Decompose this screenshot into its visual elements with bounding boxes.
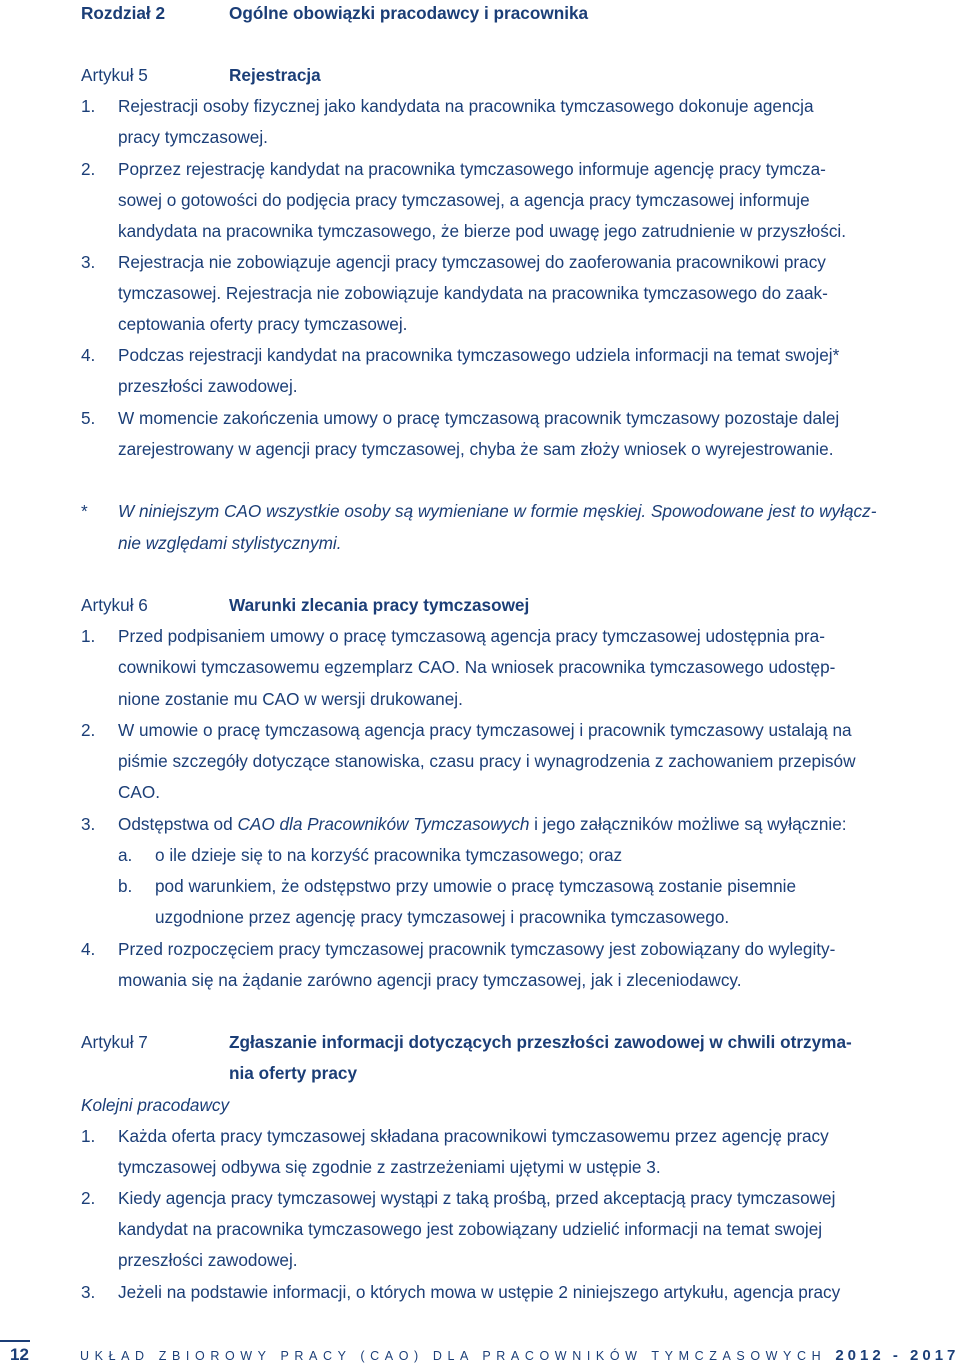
art7-p3-line: Jeżeli na podstawie informacji, o których mowa w ustępie 2 niniejszego artykułu, agencja pracy xyxy=(118,1282,841,1302)
art6-p3-line xyxy=(118,813,847,835)
art6-p2-line: CAO. xyxy=(118,782,161,802)
chapter-title: Ogólne obowiązki pracodawcy i pracownika xyxy=(229,3,589,23)
art5-p2-line: kandydata na pracownika tymczasowego, że bierze pod uwagę jego zatrudnienie w przyszłości. xyxy=(118,221,847,241)
footer-years: 2012 - 2017 xyxy=(835,1347,960,1364)
article-7-title: Zgłaszanie informacji dotyczących przeszłości zawodowej w chwili otrzyma- xyxy=(229,1032,852,1052)
article-6-label: Artykuł 6 xyxy=(81,595,148,615)
art6-p1-num: 1. xyxy=(81,626,96,646)
art5-p2-line: Poprzez rejestrację kandydat na pracownika tymczasowego informuje agencję pracy tymcza- xyxy=(118,159,826,179)
art5-p3-line: ceptowania oferty pracy tymczasowej. xyxy=(118,314,408,334)
art7-p2-line: przeszłości zawodowej. xyxy=(118,1250,298,1270)
chapter-label: Rozdział 2 xyxy=(81,3,166,23)
art6-p3b-line: pod warunkiem, że odstępstwo przy umowie o pracę tymczasową zostanie pisemnie xyxy=(155,876,797,896)
art7-p2-num: 2. xyxy=(81,1188,96,1208)
art6-p3b-line: uzgodnione przez agencję pracy tymczasowej i pracownika tymczasowego. xyxy=(155,907,730,927)
article-7-label: Artykuł 7 xyxy=(81,1032,148,1052)
art6-p3-num: 3. xyxy=(81,814,96,834)
article-5-label: Artykuł 5 xyxy=(81,65,148,85)
footer-title xyxy=(80,1347,959,1365)
art6-p3a-line: o ile dzieje się to na korzyść pracownika tymczasowego; oraz xyxy=(155,845,623,865)
footnote-mark: * xyxy=(81,501,88,521)
art6-p3a-letter: a. xyxy=(118,845,133,865)
art5-p5-line: W momencie zakończenia umowy o pracę tymczasową pracownik tymczasowy pozostaje dalej xyxy=(118,408,840,428)
art5-p2-line: sowej o gotowości do podjęcia pracy tymczasowej, a agencja pracy tymczasowej informuje xyxy=(118,190,810,210)
art6-p1-line: nione zostanie mu CAO w wersji drukowanej. xyxy=(118,689,463,709)
art6-p4-line: Przed rozpoczęciem pracy tymczasowej pracownik tymczasowy jest zobowiązany do wylegity- xyxy=(118,939,836,959)
art6-p3-doc-title: CAO dla Pracowników Tymczasowych xyxy=(237,814,530,834)
art5-p5-num: 5. xyxy=(81,408,96,428)
art7-p3-num: 3. xyxy=(81,1282,96,1302)
article-6-title: Warunki zlecania pracy tymczasowej xyxy=(229,595,530,615)
art6-p1-line: cownikowi tymczasowemu egzemplarz CAO. Na wniosek pracownika tymczasowego udostęp- xyxy=(118,657,836,677)
art6-p2-num: 2. xyxy=(81,720,96,740)
article-7-title: nia oferty pracy xyxy=(229,1063,357,1083)
footer-document-title: UKŁAD ZBIOROWY PRACY (CAO) DLA PRACOWNIKÓW TYMCZASOWYCH xyxy=(80,1349,827,1363)
footer-rule xyxy=(0,1340,30,1342)
art6-p2-line: piśmie szczegóły dotyczące stanowiska, czasu pracy i wynagrodzenia z zachowaniem przepisów xyxy=(118,751,856,771)
art5-p4-line: Podczas rejestracji kandydat na pracownika tymczasowego udziela informacji na temat swojej* xyxy=(118,345,840,365)
art6-p1-line: Przed podpisaniem umowy o pracę tymczasową agencja pracy tymczasowej udostępnia pra- xyxy=(118,626,825,646)
art7-p1-line: tymczasowej odbywa się zgodnie z zastrzeżeniami ujętymi w ustępie 3. xyxy=(118,1157,661,1177)
art5-p2-num: 2. xyxy=(81,159,96,179)
art7-p2-line: kandydat na pracownika tymczasowego jest zobowiązany udzielić informacji na temat swojej xyxy=(118,1219,823,1239)
art6-p3b-letter: b. xyxy=(118,876,133,896)
art7-p1-line: Każda oferta pracy tymczasowej składana pracownikowi tymczasowemu przez agencję pracy xyxy=(118,1126,829,1146)
art5-p1-line: Rejestracji osoby fizycznej jako kandydata na pracownika tymczasowego dokonuje agencja xyxy=(118,96,814,116)
art5-p3-line: tymczasowej. Rejestracja nie zobowiązuje kandydata na pracownika tymczasowego do zaak- xyxy=(118,283,828,303)
art6-p4-num: 4. xyxy=(81,939,96,959)
art5-p5-line: zarejestrowany w agencji pracy tymczasowej, chyba że sam złoży wniosek o wyrejestrowanie. xyxy=(118,439,834,459)
art5-p3-num: 3. xyxy=(81,252,96,272)
footnote-line: W niniejszym CAO wszystkie osoby są wymieniane w formie męskiej. Spowodowane jest to wyłącz- xyxy=(118,501,877,521)
art6-p3-text-a: Odstępstwa od xyxy=(118,814,238,834)
art7-p2-line: Kiedy agencja pracy tymczasowej wystąpi z taką prośbą, przed akceptacją pracy tymczasowej xyxy=(118,1188,836,1208)
art6-p4-line: mowania się na żądanie zarówno agencji pracy tymczasowej, jak i zleceniodawcy. xyxy=(118,970,742,990)
art5-p4-num: 4. xyxy=(81,345,96,365)
art6-p3-text-b: i jego załączników możliwe są wyłącznie: xyxy=(529,814,847,834)
art6-p2-line: W umowie o pracę tymczasową agencja pracy tymczasowej i pracownik tymczasowy ustalają na xyxy=(118,720,852,740)
art7-p1-num: 1. xyxy=(81,1126,96,1146)
art5-p3-line: Rejestracja nie zobowiązuje agencji pracy tymczasowej do zaoferowania pracownikowi pracy xyxy=(118,252,826,272)
article-7-subtitle: Kolejni pracodawcy xyxy=(81,1095,230,1115)
article-5-title: Rejestracja xyxy=(229,65,321,85)
art5-p4-line: przeszłości zawodowej. xyxy=(118,376,298,396)
art5-p1-num: 1. xyxy=(81,96,96,116)
footnote-line: nie względami stylistycznymi. xyxy=(118,533,342,553)
art5-p1-line: pracy tymczasowej. xyxy=(118,127,268,147)
page-number: 12 xyxy=(10,1345,29,1364)
